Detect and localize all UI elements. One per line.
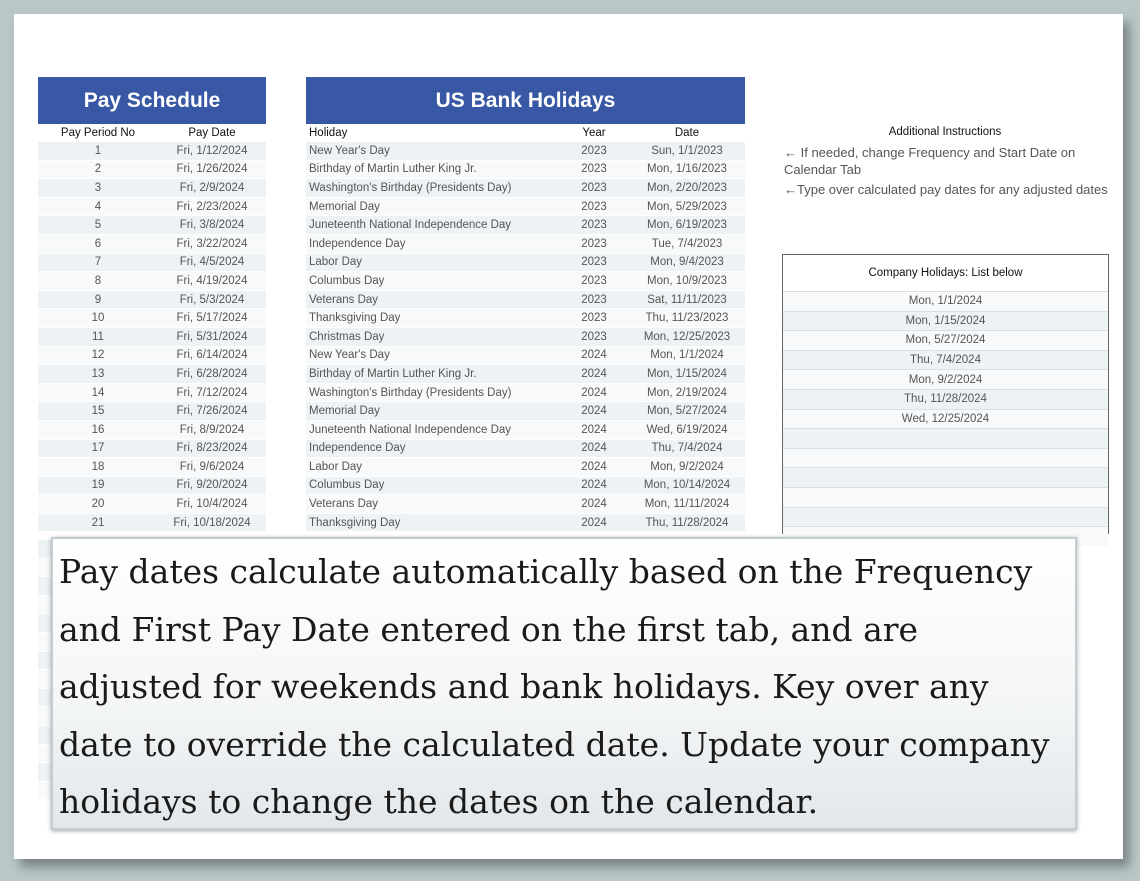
pay-period-no: 17 <box>91 442 105 455</box>
pay-schedule-row[interactable] <box>38 440 266 459</box>
hidden-rows-edge <box>38 540 52 800</box>
holiday-date: Thu, 11/28/2024 <box>645 516 729 529</box>
holiday-year: 2023 <box>581 200 607 213</box>
pay-period-no: 21 <box>91 516 105 529</box>
bank-holiday-row <box>306 216 745 235</box>
pay-date[interactable]: Fri, 10/4/2024 <box>176 498 248 511</box>
holiday-date: Mon, 1/1/2024 <box>650 349 724 362</box>
holiday-year: 2024 <box>581 442 607 455</box>
bank-holiday-row <box>306 309 745 328</box>
pay-schedule-row[interactable] <box>38 328 266 347</box>
pay-date[interactable]: Fri, 5/17/2024 <box>176 312 248 325</box>
pay-date[interactable]: Fri, 10/18/2024 <box>173 516 251 529</box>
holiday-year: 2023 <box>581 256 607 269</box>
holiday-name: Thanksgiving Day <box>309 516 401 529</box>
holiday-name: Washington's Birthday (Presidents Day) <box>309 181 512 194</box>
pay-date[interactable]: Fri, 3/22/2024 <box>176 237 248 250</box>
bank-holiday-row <box>306 142 745 161</box>
bank-holiday-row <box>306 198 745 217</box>
company-holidays-box <box>782 254 1109 534</box>
pay-schedule-row[interactable] <box>38 402 266 421</box>
pay-period-no: 18 <box>91 460 105 473</box>
pay-date[interactable]: Fri, 1/26/2024 <box>176 163 248 176</box>
bank-holiday-row <box>306 402 745 421</box>
company-holiday-cell[interactable]: Mon, 9/2/2024 <box>783 369 1108 389</box>
company-holiday-cell[interactable] <box>783 507 1108 527</box>
holiday-name: Veterans Day <box>309 293 379 306</box>
holiday-year: 2024 <box>581 386 607 399</box>
pay-period-no: 9 <box>94 293 102 306</box>
holiday-year: 2023 <box>581 181 607 194</box>
pay-schedule-row[interactable] <box>38 254 266 273</box>
holiday-date: Tue, 7/4/2023 <box>651 237 723 250</box>
holiday-date: Mon, 2/20/2023 <box>647 181 727 194</box>
holiday-date: Wed, 6/19/2024 <box>646 423 728 436</box>
holiday-name: Christmas Day <box>309 330 385 343</box>
holiday-date: Mon, 10/14/2024 <box>643 479 731 492</box>
pay-schedule-row[interactable] <box>38 495 266 514</box>
pay-schedule-row[interactable] <box>38 309 266 328</box>
pay-period-no: 6 <box>94 237 102 250</box>
instruction-line-1: ← If needed, change Frequency and Start Date on Calendar Tab <box>784 145 1076 177</box>
holiday-date: Mon, 11/11/2024 <box>644 498 730 511</box>
pay-schedule-row[interactable] <box>38 514 266 533</box>
bank-holiday-row <box>306 272 745 291</box>
holiday-year: 2024 <box>581 460 607 473</box>
holiday-year: 2023 <box>581 144 607 157</box>
holiday-date: Thu, 11/23/2023 <box>645 312 729 325</box>
bank-holiday-row <box>306 235 745 254</box>
holiday-date: Mon, 10/9/2023 <box>647 274 727 287</box>
holiday-year: 2023 <box>581 219 607 232</box>
bank-holiday-row <box>306 384 745 403</box>
bank-holiday-row <box>306 291 745 310</box>
explanation-caption: Pay dates calculate automatically based on the Frequency and First Pay Date entered on the first tab, and are adjusted for weekends and bank holidays. Key over any date to override the calculated date. Update your company holidays to change the dates on the calendar. <box>51 537 1077 830</box>
holiday-year: 2024 <box>581 367 607 380</box>
pay-schedule-row[interactable] <box>38 477 266 496</box>
col-date: Date <box>674 127 700 139</box>
bank-holidays-rows <box>306 142 745 532</box>
holiday-year: 2024 <box>581 516 607 529</box>
instruction-line-2: ←Type over calculated pay dates for any adjusted dates <box>784 182 1108 197</box>
pay-date[interactable]: Fri, 8/23/2024 <box>176 442 248 455</box>
holiday-name: Washington's Birthday (Presidents Day) <box>309 386 512 399</box>
pay-date[interactable]: Fri, 2/9/2024 <box>179 181 245 194</box>
pay-period-no: 7 <box>94 256 102 269</box>
pay-schedule-row[interactable] <box>38 421 266 440</box>
pay-period-no: 12 <box>91 349 105 362</box>
pay-schedule-rows <box>38 142 266 532</box>
pay-schedule-row[interactable] <box>38 384 266 403</box>
company-holiday-cell[interactable]: Mon, 1/1/2024 <box>783 291 1108 311</box>
bank-holiday-row <box>306 347 745 366</box>
holiday-date: Sun, 1/1/2023 <box>651 144 723 157</box>
holiday-date: Mon, 9/2/2024 <box>650 460 724 473</box>
holiday-name: Juneteenth National Independence Day <box>309 219 512 232</box>
holiday-name: Veterans Day <box>309 498 379 511</box>
pay-period-no: 13 <box>91 367 105 380</box>
pay-date[interactable]: Fri, 1/12/2024 <box>176 144 248 157</box>
pay-schedule-title: Pay Schedule <box>38 77 266 124</box>
holiday-name: Memorial Day <box>309 200 380 213</box>
col-year: Year <box>582 127 606 139</box>
pay-period-no: 8 <box>94 274 102 287</box>
col-holiday: Holiday <box>309 127 348 139</box>
bank-holiday-row <box>306 514 745 533</box>
pay-date[interactable]: Fri, 4/19/2024 <box>176 274 248 287</box>
company-holiday-cell[interactable]: Thu, 11/28/2024 <box>783 389 1108 409</box>
holiday-date: Mon, 6/19/2023 <box>647 219 727 232</box>
company-holiday-cell[interactable] <box>783 428 1108 448</box>
holiday-name: Columbus Day <box>309 479 385 492</box>
holiday-date: Mon, 5/29/2023 <box>647 200 727 213</box>
company-holiday-cell[interactable]: Mon, 5/27/2024 <box>783 330 1108 350</box>
pay-period-no: 4 <box>94 200 102 213</box>
pay-date[interactable]: Fri, 2/23/2024 <box>176 200 248 213</box>
company-holiday-cell[interactable]: Thu, 7/4/2024 <box>783 350 1108 370</box>
holiday-date: Mon, 1/16/2023 <box>647 163 727 176</box>
pay-date[interactable]: Fri, 4/5/2024 <box>179 256 245 269</box>
holiday-name: Independence Day <box>309 237 406 250</box>
pay-schedule-row[interactable] <box>38 161 266 180</box>
holiday-year: 2024 <box>581 405 607 418</box>
bank-holiday-row <box>306 440 745 459</box>
bank-holiday-row <box>306 179 745 198</box>
holiday-year: 2024 <box>581 498 607 511</box>
holiday-year: 2023 <box>581 163 607 176</box>
pay-schedule-row[interactable] <box>38 216 266 235</box>
holiday-year: 2023 <box>581 293 607 306</box>
col-pay-period-no: Pay Period No <box>60 127 136 139</box>
bank-holiday-row <box>306 365 745 384</box>
holiday-year: 2023 <box>581 274 607 287</box>
pay-schedule-row[interactable] <box>38 291 266 310</box>
holiday-year: 2023 <box>581 237 607 250</box>
pay-period-no: 20 <box>91 498 105 511</box>
holiday-date: Sat, 11/11/2023 <box>647 293 727 306</box>
pay-period-no: 14 <box>91 386 105 399</box>
pay-schedule-row[interactable] <box>38 365 266 384</box>
pay-date[interactable]: Fri, 9/20/2024 <box>176 479 248 492</box>
pay-schedule-row[interactable] <box>38 179 266 198</box>
holiday-year: 2023 <box>581 312 607 325</box>
company-holiday-cell[interactable] <box>783 448 1108 468</box>
bank-holiday-row <box>306 495 745 514</box>
pay-period-no: 2 <box>94 163 102 176</box>
instructions-title: Additional Instructions <box>888 126 1002 138</box>
holiday-name: Labor Day <box>309 256 363 269</box>
holiday-date: Mon, 12/25/2023 <box>643 330 731 343</box>
pay-date[interactable]: Fri, 8/9/2024 <box>179 423 245 436</box>
holiday-name: Columbus Day <box>309 274 385 287</box>
pay-date[interactable]: Fri, 3/8/2024 <box>179 219 245 232</box>
holiday-name: Memorial Day <box>309 405 380 418</box>
pay-period-no: 3 <box>94 181 102 194</box>
holiday-year: 2024 <box>581 349 607 362</box>
company-holiday-cell[interactable]: Mon, 1/15/2024 <box>783 311 1108 331</box>
pay-date[interactable]: Fri, 6/28/2024 <box>176 367 248 380</box>
pay-schedule-row[interactable] <box>38 347 266 366</box>
pay-period-no: 16 <box>91 423 105 436</box>
holiday-name: Birthday of Martin Luther King Jr. <box>309 367 477 380</box>
bank-holiday-row <box>306 421 745 440</box>
bank-holiday-row <box>306 161 745 180</box>
holiday-date: Mon, 1/15/2024 <box>647 367 727 380</box>
pay-schedule-row[interactable] <box>38 235 266 254</box>
pay-period-no: 11 <box>92 330 104 343</box>
col-pay-date: Pay Date <box>188 127 236 139</box>
bank-holiday-row <box>306 477 745 496</box>
bank-holidays-title: US Bank Holidays <box>306 77 745 124</box>
holiday-date: Mon, 5/27/2024 <box>647 405 727 418</box>
bank-holidays-header <box>306 125 745 141</box>
holiday-name: Juneteenth National Independence Day <box>309 423 512 436</box>
pay-date[interactable]: Fri, 5/3/2024 <box>179 293 245 306</box>
holiday-name: Independence Day <box>309 442 406 455</box>
bank-holiday-row <box>306 328 745 347</box>
pay-schedule-row[interactable] <box>38 458 266 477</box>
holiday-name: New Year's Day <box>309 144 390 157</box>
holiday-date: Mon, 2/19/2024 <box>647 386 727 399</box>
holiday-name: Labor Day <box>309 460 363 473</box>
pay-schedule-row[interactable] <box>38 198 266 217</box>
holiday-year: 2023 <box>581 330 607 343</box>
pay-schedule-header <box>38 125 266 141</box>
bank-holiday-row <box>306 458 745 477</box>
holiday-name: Thanksgiving Day <box>309 312 401 325</box>
holiday-name: New Year's Day <box>309 349 390 362</box>
holiday-year: 2024 <box>581 479 607 492</box>
company-holiday-cell[interactable]: Wed, 12/25/2024 <box>783 409 1108 429</box>
pay-period-no: 15 <box>91 405 105 418</box>
pay-date[interactable]: Fri, 5/31/2024 <box>176 330 248 343</box>
pay-date[interactable]: Fri, 7/12/2024 <box>176 386 248 399</box>
company-holiday-cell[interactable] <box>783 487 1108 507</box>
holiday-date: Mon, 9/4/2023 <box>650 256 724 269</box>
pay-schedule-row[interactable] <box>38 272 266 291</box>
pay-date[interactable]: Fri, 6/14/2024 <box>176 349 248 362</box>
holiday-year: 2024 <box>581 423 607 436</box>
pay-date[interactable]: Fri, 9/6/2024 <box>179 460 245 473</box>
pay-period-no: 19 <box>91 479 105 492</box>
pay-date[interactable]: Fri, 7/26/2024 <box>176 405 248 418</box>
company-holiday-cell[interactable] <box>783 467 1108 487</box>
pay-period-no: 1 <box>94 144 102 157</box>
bank-holiday-row <box>306 254 745 273</box>
pay-schedule-row[interactable] <box>38 142 266 161</box>
holiday-name: Birthday of Martin Luther King Jr. <box>309 163 477 176</box>
company-holidays-list <box>783 291 1108 546</box>
holiday-date: Thu, 7/4/2024 <box>651 442 723 455</box>
company-holidays-title: Company Holidays: List below <box>868 267 1023 279</box>
pay-period-no: 5 <box>94 219 102 232</box>
pay-period-no: 10 <box>91 312 105 325</box>
